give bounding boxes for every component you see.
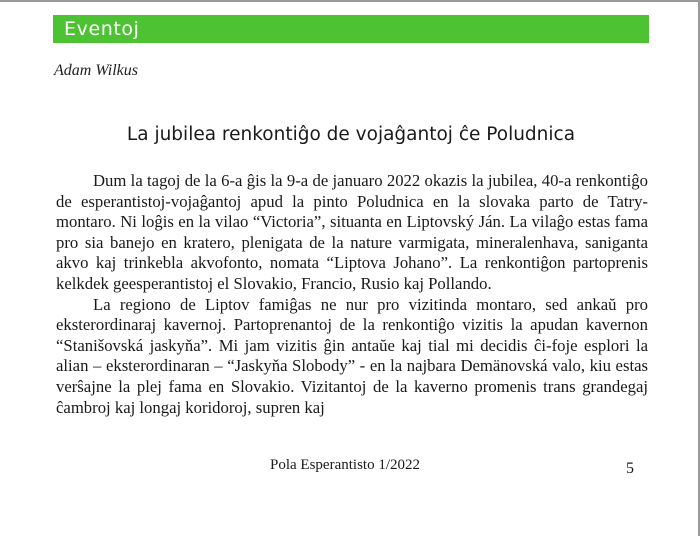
page-number: 5: [626, 460, 634, 477]
article-title: La jubilea renkontiĝo de vojaĝantoj ĉe Poludnica: [126, 124, 576, 145]
paragraph: Dum la tagoj de la 6-a ĝis la 9-a de januaro 2022 okazis la jubilea, 40-a renkontiĝo de esperantistoj-vojaĝantoj apud la pinto Poludnica en la slovaka parto de Tatry-montaro. Ni loĝis en la vilao “Victoria”, situanta en Liptovský Ján. La vilaĝo estas fama pro sia banejo en kratero, plenigata de la nature varmigata, mineralenhava, saniganta akvo kaj trinkebla akvofonto, nomata “Liptova Johano”. La renkontiĝon partoprenis kelkdek geesperantistoj el Slovakio, Francio, Rusio kaj Pollando.: [56, 171, 648, 293]
publication-footer: Pola Esperantisto 1/2022: [270, 457, 420, 473]
section-header: Eventoj: [53, 15, 649, 43]
article-body: [56, 171, 648, 418]
article-author: Adam Wilkus: [54, 62, 138, 79]
page-frame-top: [0, 0, 700, 2]
paragraph: La regiono de Liptov famiĝas ne nur pro vizitinda montaro, sed ankaŭ pro eksterordinaraj kavernoj. Partoprenantoj de la renkontiĝo vizitis la apudan kavernon “Stanišovská jaskyňa”. Mi jam vizitis ĝin antaŭe kaj tial mi decidis ĉi-foje esplori la alian – eksterordinaran – “Jaskyňa Slobody” - en la najbara Demänovská valo, kiu estas verŝajne la plej fama en Slovakio. Vizitantoj de la kaverno promenis trans grandegaj ĉambroj kaj longaj koridoroj, supren kaj: [56, 294, 648, 417]
